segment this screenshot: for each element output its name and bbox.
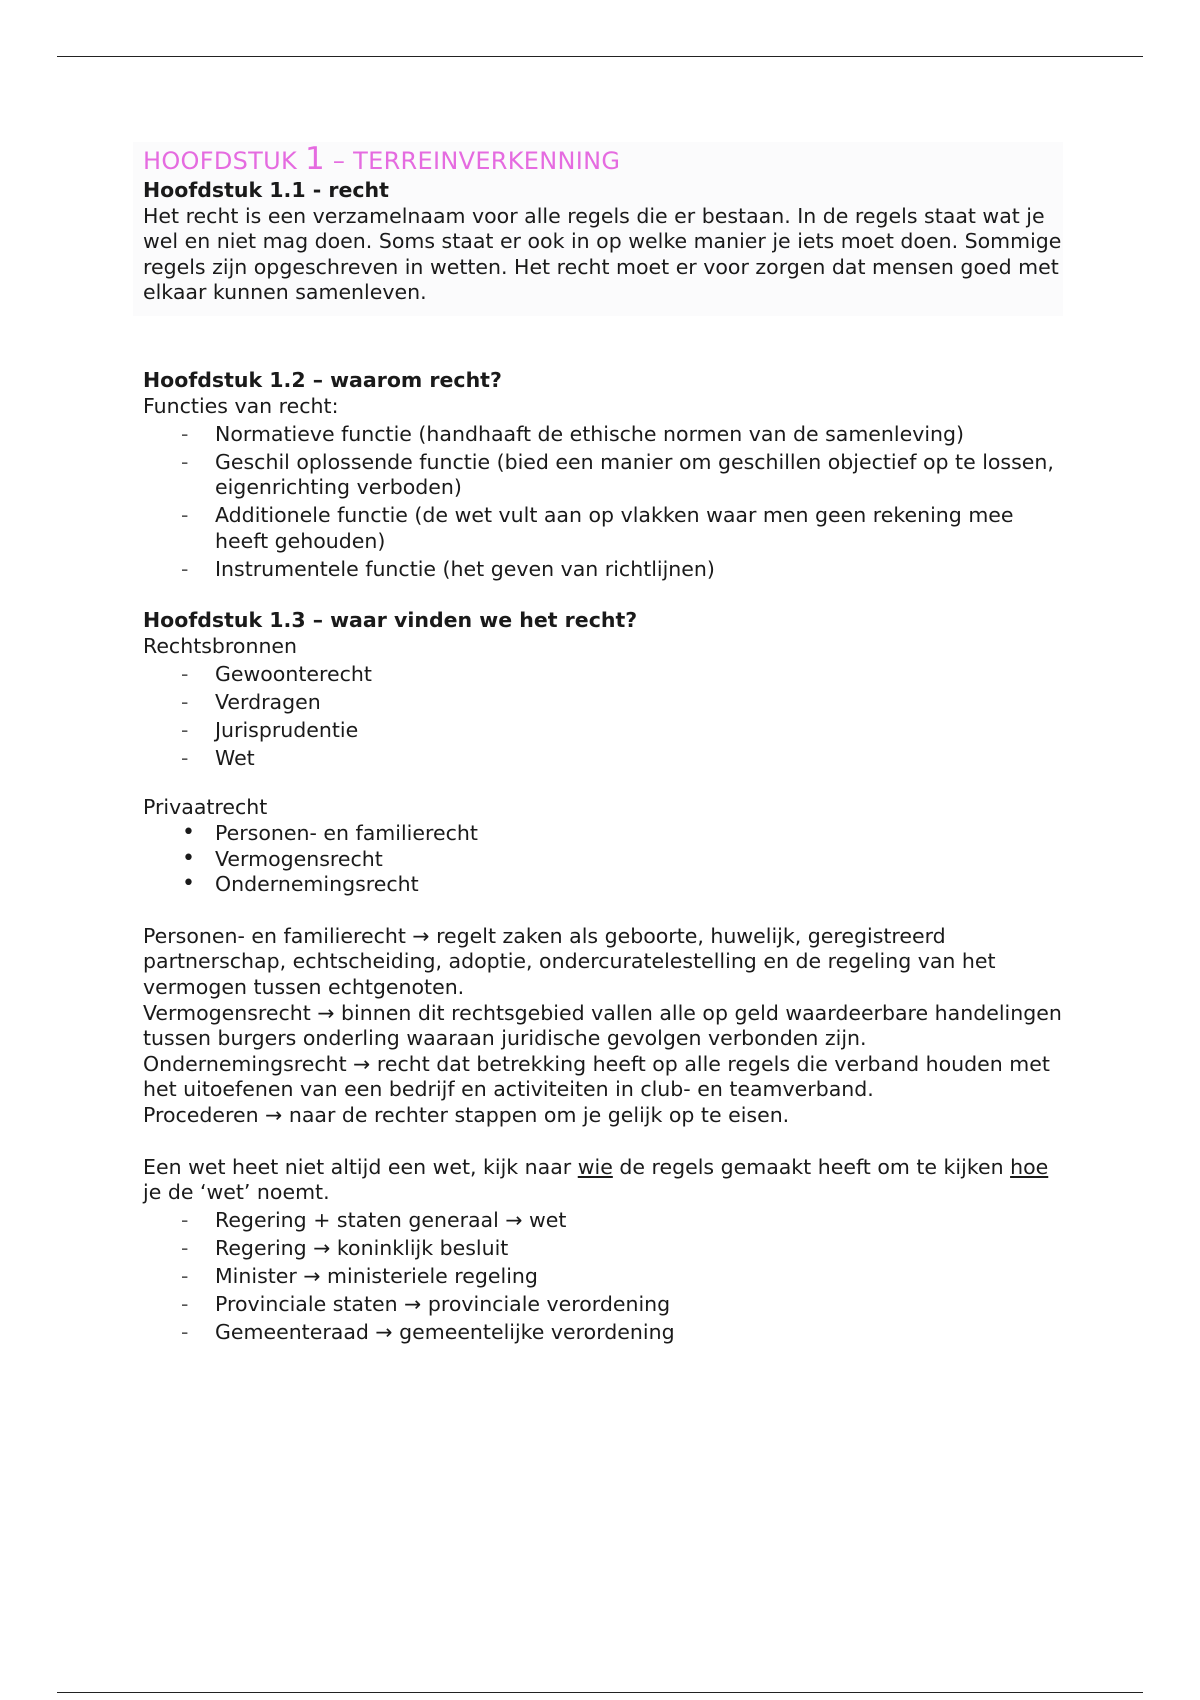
chapter-title-prefix: HOOFDSTUK — [143, 147, 305, 175]
law-types-list — [143, 1208, 1063, 1346]
section-1-3-heading: Hoofdstuk 1.3 – waar vinden we het recht? — [143, 608, 638, 633]
private-law-label: Privaatrecht — [143, 795, 268, 820]
list-item: - Jurisprudentie — [143, 718, 1063, 744]
law-text-part: de regels gemaakt heeft om te kijken — [612, 1154, 1011, 1179]
chapter-title-suffix: – TERREINVERKENNING — [324, 147, 621, 175]
list-item: - Regering → koninklijk besluit — [143, 1236, 1063, 1262]
list-item: • Ondernemingsrecht — [143, 872, 1063, 898]
chapter-title — [143, 142, 1063, 178]
footer-rule — [57, 1692, 1143, 1693]
list-item: - Verdragen — [143, 690, 1063, 716]
definition-personen: Personen- en familierecht → regelt zaken als geboorte, huwelijk, geregistreerd partnerschap, echtscheiding, adoptie, ondercuratelestelling en de regeling van het vermogen tussen echtgenoten. — [143, 923, 996, 999]
list-item: - Regering + staten generaal → wet — [143, 1208, 1063, 1234]
definition-procederen: Procederen → naar de rechter stappen om je gelijk op te eisen. — [143, 1102, 790, 1127]
definition-onderneming: Ondernemingsrecht → recht dat betrekking heeft op alle regels die verband houden met het uitoefenen van een bedrijf en activiteiten in club- en teamverband. — [143, 1051, 1050, 1102]
sources-label: Rechtsbronnen — [143, 633, 298, 658]
private-law-list — [143, 821, 1063, 898]
intro-block — [133, 142, 1063, 316]
sources-list — [143, 662, 1063, 772]
list-item: - Geschil oplossende functie (bied een manier om geschillen objectief op te lossen, eigenrichting verboden) — [143, 450, 1063, 501]
functions-list — [143, 422, 1063, 583]
list-item: - Minister → ministeriele regeling — [143, 1264, 1063, 1290]
law-text-part: je de ‘wet’ noemt. — [143, 1180, 330, 1205]
document-page — [143, 142, 1063, 1346]
section-1-1-body: Het recht is een verzamelnaam voor alle regels die er bestaan. In de regels staat wat je wel en niet mag doen. Soms staat er ook in op welke manier je iets moet doen. Sommige regels zijn opgeschreven in wetten. Het recht moet er voor zorgen dat mensen goed met elkaar kunnen samenleven. — [143, 203, 1062, 305]
underlined-wie: wie — [577, 1154, 613, 1179]
header-rule — [57, 56, 1143, 57]
list-item: - Wet — [143, 746, 1063, 772]
underlined-hoe: hoe — [1010, 1154, 1049, 1179]
functions-intro: Functies van recht: — [143, 393, 339, 418]
definition-vermogen: Vermogensrecht → binnen dit rechtsgebied vallen alle op geld waardeerbare handelingen tussen burgers onderling waaraan juridische gevolgen verbonden zijn. — [143, 1000, 1062, 1051]
list-item: - Gemeenteraad → gemeentelijke verordening — [143, 1320, 1063, 1346]
list-item: - Normatieve functie (handhaaft de ethische normen van de samenleving) — [143, 422, 1063, 448]
list-item: • Vermogensrecht — [143, 847, 1063, 873]
list-item: - Gewoonterecht — [143, 662, 1063, 688]
section-1-2-heading: Hoofdstuk 1.2 – waarom recht? — [143, 367, 502, 392]
list-item: • Personen- en familierecht — [143, 821, 1063, 847]
law-text-part: Een wet heet niet altijd een wet, kijk naar — [143, 1154, 578, 1179]
list-item: - Provinciale staten → provinciale verordening — [143, 1292, 1063, 1318]
chapter-number: 1 — [304, 141, 325, 177]
law-naming-text — [143, 1155, 1063, 1206]
list-item: - Instrumentele functie (het geven van richtlijnen) — [143, 557, 1063, 583]
list-item: - Additionele functie (de wet vult aan op vlakken waar men geen rekening mee heeft gehouden) — [143, 503, 1063, 554]
section-1-1-heading: Hoofdstuk 1.1 - recht — [143, 178, 389, 202]
